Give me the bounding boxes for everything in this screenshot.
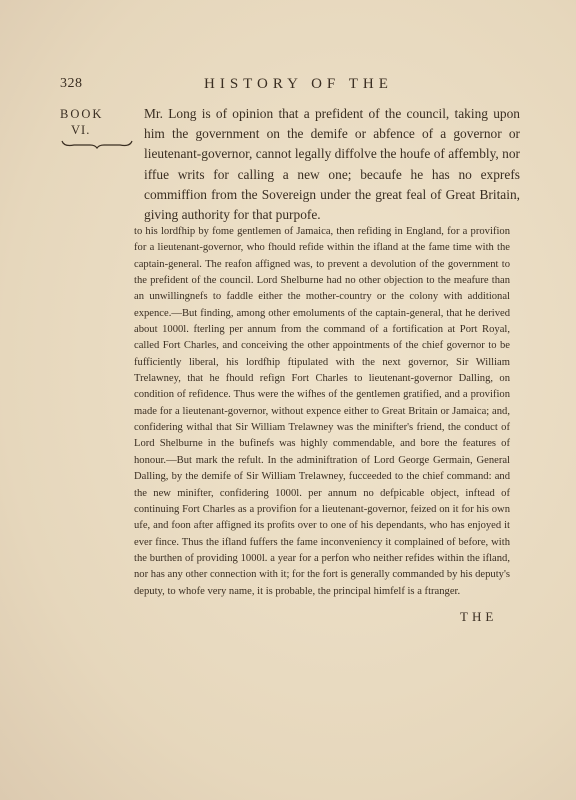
running-title: HISTORY OF THE [204, 76, 393, 92]
main-paragraph: Mr. Long is of opinion that a prefident of the council, taking upon him the government on the demife or abfence of a governor or lieutenant-governor, cannot legally diffolve the houfe of affembly, nor iffue writs for calling a new one; becaufe he has no exprefs commiffion from the Sovereign under the great feal of Great Britain, giving authority for that purpofe. [144, 106, 520, 223]
footnote-paragraph: to his lordfhip by fome gentlemen of Jamaica, then refiding in England, for a provifion for a lieutenant-governor, who fhould refide within the ifland at the fame time with the captain-general. The reafon affigned was, to prevent a devolution of the government to the prefident of the council. Lord Shelburne had no other objection to the meafure than an unwillingnefs to faddle either the mother-country or the colony with additional expence.—But finding, among other emoluments of the captain-general, that he derived about 1000l. fterling per annum from the command of a fortification at Port Royal, called Fort Charles, and conceiving the other appointments of the chief governor to be fufficiently liberal, his lordfhip ftipulated with the next governor, Sir William Trelawney, that he fhould refign Fort Charles to lieutenant-governor Dalling, on condition of refidence. Thus were the wifhes of the gentlemen gratified, and a provifion made for a lieutenant-governor, without expence either to Great Britain or Jamaica; and, confidering withal that Sir William Trelawney was the minifter's friend, the conduct of Lord Shelburne in the bufinefs was highly commendable, and bore the features of honour.—But mark the refult. In the adminiftration of Lord George Germain, General Dalling, by the demife of Sir William Trelawney, fucceeded to the chief command: and the new minifter, confidering 1000l. per annum no defpicable object, inftead of continuing Fort Charles as a provifion for a lieutenant-governor, feized on it for his own ufe, and foon after affigned its profits over to one of his dependants, who has enjoyed it ever fince. Thus the ifland fuffers the fame inconveniency it complained of before, with the burthen of providing 1000l. a year for a perfon who neither refides within the ifland, nor has any other connection with it; for the fort is generally commanded by his deputy's deputy, to whofe very name, it is probable, the principal himfelf is a ftranger. [134, 226, 510, 597]
catchword: THE [460, 609, 498, 624]
margin-book-label: BOOK [60, 107, 104, 121]
margin-chapter-label: VI. [71, 123, 91, 137]
page-number: 328 [60, 76, 83, 91]
margin-brace-ornament [60, 139, 134, 149]
